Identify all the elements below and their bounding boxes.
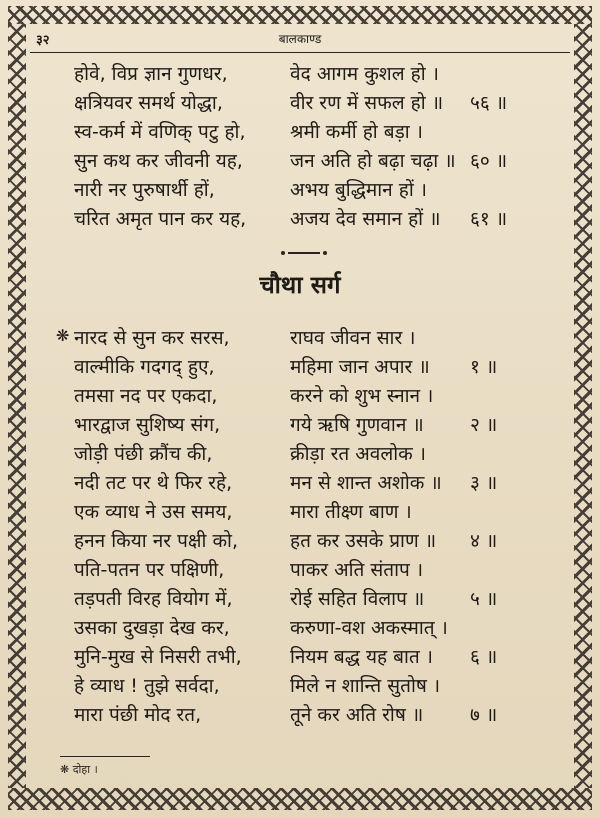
verse-line <box>60 380 550 409</box>
verse-left: क्षत्रियवर समर्थ योद्धा, <box>74 92 223 114</box>
decorative-border-right <box>574 24 592 788</box>
verse-number: ६० ॥ <box>470 150 508 172</box>
verse-right: नियम बद्ध यह बात । <box>290 646 433 668</box>
verse-number: १ ॥ <box>470 356 498 378</box>
verse-left: एक व्याध ने उस समय, <box>74 501 233 523</box>
verse-right: करने को शुभ स्नान । <box>290 385 434 407</box>
verse-right: अभय बुद्धिमान हों । <box>290 179 428 201</box>
verse-right: रोई सहित विलाप ॥ <box>290 588 425 610</box>
verse-line <box>60 87 550 116</box>
verse-right: तूने कर अति रोष ॥ <box>290 704 424 726</box>
verse-left: मारा पंछी मोद रत, <box>74 704 202 726</box>
page-number: ३२ <box>36 33 50 48</box>
verse-line <box>60 583 550 612</box>
verse-right: मन से शान्त अशोक ॥ <box>290 472 442 494</box>
verse-line <box>60 409 550 438</box>
verse-left: तड़पती विरह वियोग में, <box>74 588 233 610</box>
verse-line <box>60 496 550 525</box>
chapter-title: चौथा सर्ग <box>259 271 341 299</box>
verse-left: चरित अमृत पान कर यह, <box>74 208 247 230</box>
verse-left: होवे, विप्र ज्ञान गुणधर, <box>74 63 228 85</box>
verse-left: तमसा नद पर एकदा, <box>74 385 218 407</box>
verse-number: ३ ॥ <box>470 472 498 494</box>
verse-number: ५ ॥ <box>470 588 498 610</box>
verse-left: भारद्वाज सुशिष्य संग, <box>74 414 221 436</box>
verse-line <box>60 58 550 87</box>
verse-right: मिले न शान्ति सुतोष । <box>290 675 441 697</box>
verse-left: पति-पतन पर पक्षिणी, <box>74 559 225 581</box>
verse-right: पाकर अति संताप । <box>290 559 424 581</box>
running-title: बालकाण्ड <box>278 32 322 46</box>
verse-left: नारी नर पुरुषार्थी हों, <box>74 179 215 201</box>
verse-right: करुणा-वश अकस्मात् । <box>290 617 448 639</box>
verse-left: नदी तट पर थे फिर रहे, <box>74 472 233 494</box>
verse-right: जन अति हो बढ़ा चढ़ा ॥ <box>290 150 456 172</box>
verse-line <box>60 351 550 380</box>
verses-top <box>60 58 550 232</box>
verse-line <box>60 174 550 203</box>
verse-left: स्व-कर्म में वणिक् पटु हो, <box>74 121 246 143</box>
verse-right: महिमा जान अपार ॥ <box>290 356 430 378</box>
asterisk-marker-icon: ❋ <box>56 326 70 345</box>
verse-line <box>60 116 550 145</box>
verse-right: अजय देव समान हों ॥ <box>290 208 441 230</box>
footnote-rule <box>60 756 150 757</box>
verse-number: २ ॥ <box>470 414 498 436</box>
verse-right: गये ऋषि गुणवान ॥ <box>290 414 424 436</box>
verse-number: ४ ॥ <box>470 530 498 552</box>
page-header <box>30 28 570 53</box>
verse-line <box>60 641 550 670</box>
verse-number: ६ ॥ <box>470 646 498 668</box>
verse-left: मुनि-मुख से निसरी तभी, <box>74 646 242 668</box>
verse-right: श्रमी कर्मी हो बड़ा । <box>290 121 423 143</box>
verse-line <box>60 145 550 174</box>
verse-left: नारद से सुन कर सरस, <box>74 327 230 349</box>
verse-right: वेद आगम कुशल हो । <box>290 63 439 85</box>
verse-line <box>60 322 550 351</box>
decorative-border-top <box>8 6 592 24</box>
verse-right: राघव जीवन सार । <box>290 327 416 349</box>
section-divider <box>288 252 320 254</box>
verse-line <box>60 699 550 728</box>
verse-right: क्रीड़ा रत अवलोक । <box>290 443 426 465</box>
verse-left: वाल्मीकि गदगद् हुए, <box>74 356 215 378</box>
decorative-border-bottom <box>8 788 592 810</box>
verse-number: ७ ॥ <box>470 704 498 726</box>
verse-right: मारा तीक्ष्ण बाण । <box>290 501 412 523</box>
verse-left: हनन किया नर पक्षी को, <box>74 530 238 552</box>
footnote: ❋ दोहा । <box>60 763 98 776</box>
verse-left: उसका दुखड़ा देख कर, <box>74 617 230 639</box>
verses-bottom <box>56 322 550 728</box>
verse-right: वीर रण में सफल हो ॥ <box>290 92 444 114</box>
decorative-border-left <box>8 24 26 788</box>
verse-line <box>60 203 550 232</box>
verse-number: ६१ ॥ <box>470 208 508 230</box>
verse-line <box>60 438 550 467</box>
verse-line <box>60 525 550 554</box>
verse-left: जोड़ी पंछी क्रौंच की, <box>74 443 213 465</box>
verse-right: हत कर उसके प्राण ॥ <box>290 530 437 552</box>
verse-line <box>60 554 550 583</box>
verse-left: सुन कथ कर जीवनी यह, <box>74 150 243 172</box>
verse-line <box>60 612 550 641</box>
verse-line <box>60 467 550 496</box>
verse-number: ५६ ॥ <box>470 92 508 114</box>
verse-left: हे व्याध ! तुझे सर्वदा, <box>74 675 220 697</box>
verse-line <box>60 670 550 699</box>
